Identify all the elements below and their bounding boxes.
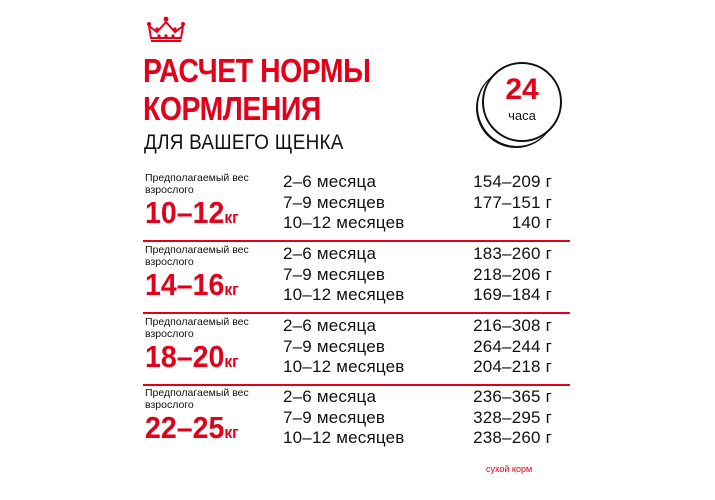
page-subtitle: ДЛЯ ВАШЕГО ЩЕНКА (144, 131, 344, 154)
weight-label: Предполагаемый вес взрослого (145, 172, 249, 196)
weight-range-number: 10–12 (145, 195, 225, 230)
amount-item: 204–218 г (473, 357, 552, 376)
age-item: 2–6 месяца (283, 244, 377, 263)
row-divider (143, 312, 570, 314)
age-item: 7–9 месяцев (283, 264, 386, 284)
age-list (283, 387, 443, 449)
row-divider (143, 240, 570, 242)
age-list (283, 316, 443, 378)
age-item: 10–12 месяцев (283, 213, 405, 232)
weight-unit: кг (224, 423, 239, 442)
title-line-1: РАСЧЕТ НОРМЫ (143, 52, 371, 89)
weight-range (145, 196, 239, 235)
weight-label: Предполагаемый вес взрослого (145, 244, 249, 268)
age-item: 2–6 месяца (283, 387, 377, 406)
badge-unit: часа (508, 108, 536, 123)
amount-item: 154–209 г (473, 172, 552, 191)
amount-item: 264–244 г (473, 336, 552, 356)
age-item: 10–12 месяцев (283, 357, 405, 376)
row-divider (143, 384, 570, 386)
weight-row (143, 172, 570, 242)
weight-range (145, 340, 239, 379)
footnote: сухой корм (486, 464, 533, 474)
weight-label: Предполагаемый вес взрослого (145, 316, 249, 340)
weight-row (143, 316, 570, 386)
age-item: 2–6 месяца (283, 172, 377, 191)
age-list (283, 244, 443, 306)
amount-item: 183–260 г (473, 244, 552, 263)
age-item: 10–12 месяцев (283, 285, 405, 304)
weight-row (143, 244, 570, 314)
amount-list (432, 316, 552, 378)
royal-crown-icon (145, 14, 187, 46)
age-item: 7–9 месяцев (283, 336, 386, 356)
amount-item: 238–260 г (473, 428, 552, 447)
weight-range (145, 268, 239, 307)
page-title (143, 52, 370, 128)
age-item: 7–9 месяцев (283, 192, 386, 212)
amount-item: 177–151 г (473, 192, 552, 212)
amount-item: 140 г (511, 213, 552, 232)
weight-unit: кг (224, 280, 239, 299)
weight-range-number: 22–25 (145, 410, 225, 445)
weight-range-number: 14–16 (145, 267, 225, 302)
badge-number: 24 (505, 73, 539, 106)
title-line-2: КОРМЛЕНИЯ (143, 90, 321, 127)
amount-item: 216–308 г (473, 316, 552, 335)
weight-unit: кг (224, 208, 239, 227)
amount-item: 328–295 г (473, 407, 552, 427)
age-item: 7–9 месяцев (283, 407, 386, 427)
amount-item: 236–365 г (473, 387, 552, 406)
weight-row (143, 387, 570, 457)
amount-item: 218–206 г (473, 264, 552, 284)
weight-range (145, 411, 239, 450)
amount-list (432, 244, 552, 306)
weight-range-number: 18–20 (145, 339, 225, 374)
age-list (283, 172, 443, 234)
hours-badge (482, 62, 562, 142)
age-item: 2–6 месяца (283, 316, 377, 335)
amount-item: 169–184 г (473, 285, 552, 304)
amount-list (432, 387, 552, 449)
age-item: 10–12 месяцев (283, 428, 405, 447)
amount-list (432, 172, 552, 234)
weight-label: Предполагаемый вес взрослого (145, 387, 249, 411)
weight-unit: кг (224, 352, 239, 371)
